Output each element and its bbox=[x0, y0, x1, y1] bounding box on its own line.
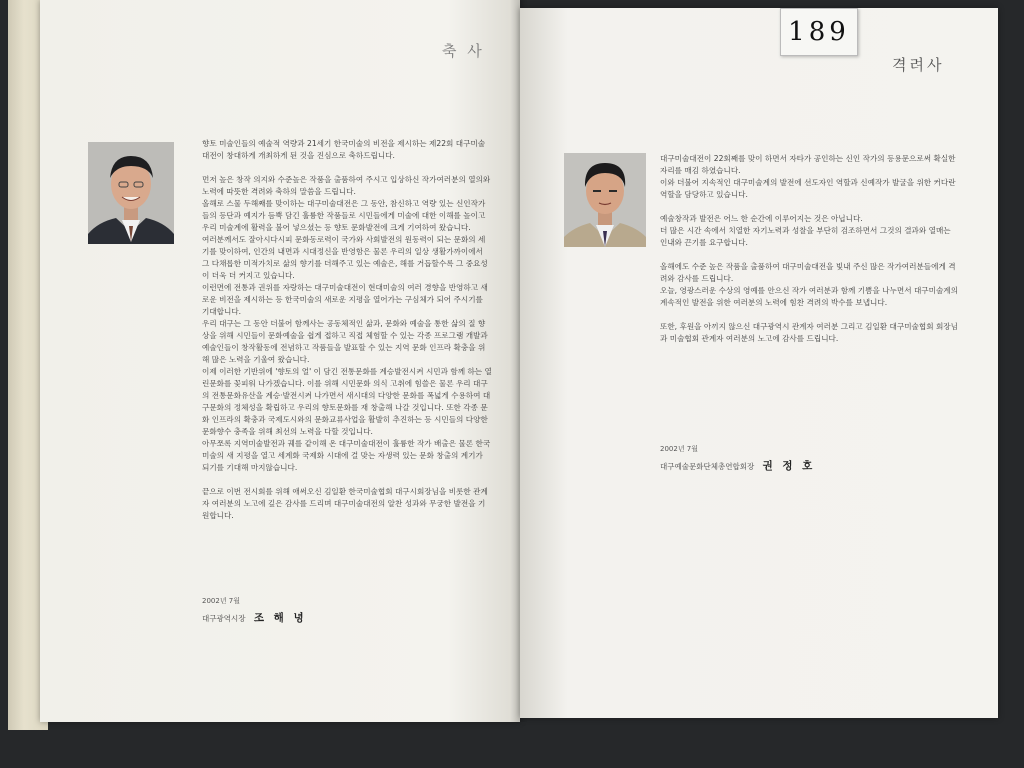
portrait-photo-left bbox=[88, 142, 174, 244]
paragraph: 오늘, 영광스러운 수상의 영예를 안으신 작가 여러분과 함께 기쁨을 나누면서 대구미술계의 계속적인 발전을 위한 여러분의 노력에 힘찬 격려의 박수를 보냅니다. bbox=[660, 286, 958, 307]
paragraph: 올해에도 수준 높은 작품을 출품하여 대구미술대전을 빛내 주신 많은 작가여러분들에게 격려와 감사를 드립니다. bbox=[660, 262, 956, 283]
paragraph: 이와 더불어 지속적인 대구미술계의 발전에 선도자인 역할과 신예작가 발굴을 위한 커다란 역할을 담당하고 있습니다. bbox=[660, 178, 956, 199]
signer-title: 대구광역시장 bbox=[202, 614, 246, 623]
paragraph: 이제 이러한 기반위에 '향토의 얼' 이 담긴 전통문화를 계승발전시켜 시민과 함께 하는 열린문화를 꽃피워 나가겠습니다. 이를 위해 시민문화 의식 고취에 힘쓸은 물론 우리 대구의 전통문화유산을 계승·발전시켜 나가면서 새시대의 다양한 문화를 폭넓게 수용하여 대구문화의 정체성을 확립하고 우리의 향토문화를 재 창출해 나갈 것입니다. 또한 각종 문화 인프라의 확충과 국제도시와의 문화교류사업을 활발히 추진하는 등 시민들의 다양한 문화향수 충족을 위해 최선의 노력을 다할 것입니다. bbox=[202, 367, 492, 436]
paragraph: 이런면에 전통과 권위를 자랑하는 대구미술대전이 현대미술의 여러 경향을 반영하고 새로운 비전을 제시하는 등 한국미술의 새로운 지평을 열어가는 구심체가 되어 주시기를 기대합니다. bbox=[202, 283, 488, 316]
right-page-heading: 격려사 bbox=[892, 56, 945, 74]
paragraph: 우리 대구는 그 동안 더불어 함께사는 공동체적인 삶과, 문화와 예술을 통한 삶의 질 향상을 위해 시민들이 문화예술을 쉽게 접하고 직접 체험할 수 있는 각종 프로그램 개발과 예술인들이 창작활동에 전념하고 작품들을 발표할 수 있는 지역 문화 인프라 확충을 위해 많은 노력을 기울여 왔습니다. bbox=[202, 319, 488, 364]
signer-name: 권 정 호 bbox=[762, 460, 816, 472]
left-page bbox=[40, 0, 520, 722]
paragraph: 올해로 스물 두해째를 맞이하는 대구미술대전은 그 동안, 참신하고 역량 있는 신인작가들의 등단과 예지가 듬뿍 담긴 훌륭한 작품들로 시민들에게 미술에 대한 이해를 높이고 우리 미술계에 활력을 불어 넣으셨는 등 향토 문화발전에 크게 기여하여 왔습니다. bbox=[202, 199, 486, 232]
page-number-sticker: 189 bbox=[780, 8, 858, 56]
left-body-text bbox=[202, 138, 492, 522]
paragraph: 끝으로 이번 전시회를 위해 애써오신 김일환 한국미술협회 대구시회장님을 비롯한 관계자 여러분의 노고에 깊은 감사를 드리며 대구미술대전의 알찬 성과와 무궁한 발전을 기원합니다. bbox=[202, 487, 488, 520]
paragraph: 먼저 높은 창작 의지와 수준높은 작품을 출품하여 주시고 입상하신 작가여러분의 열의와 노력에 따뜻한 격려와 축하의 말씀을 드립니다. bbox=[202, 175, 491, 196]
left-date: 2002년 7월 bbox=[202, 597, 241, 605]
paragraph: 예술창작과 발전은 어느 한 순간에 이루어지는 것은 아닙니다. bbox=[660, 214, 863, 223]
paragraph: 향토 미술인들의 예술적 역량과 21세기 한국미술의 비전을 제시하는 제22회 대구미술대전이 창대하게 개최하게 된 것을 진심으로 축하드립니다. bbox=[202, 139, 486, 160]
portrait-photo-right bbox=[564, 153, 646, 247]
right-page bbox=[520, 8, 998, 718]
paragraph: 아무쪼록 지역미술발전과 궤를 같이해 온 대구미술대전이 훌륭한 작가 배출은 물론 한국미술의 새 지평을 열고 세계화 국제화 시대에 걸 맞는 자생력 있는 문화 창출의 계기가 되기를 기대해 마지않습니다. bbox=[202, 439, 491, 472]
right-date: 2002년 7월 bbox=[660, 445, 699, 453]
paragraph: 여러분께서도 잘아시다시피 문화동로력이 국가와 사회발전의 원동력이 되는 문화의 세기를 맞이하여, 인간의 내면과 시대정신을 반영함은 물론 우리의 일상 생활가까이에서 그 다채롭한 미적가치로 삶의 향기를 더해주고 있는 예술은, 해를 거듭할수록 그 중요성이 더욱 더 커지고 있습니다. bbox=[202, 235, 488, 280]
left-page-heading: 축 사 bbox=[442, 42, 485, 60]
paragraph: 대구미술대전이 22회째를 맞이 하면서 자타가 공인하는 신인 작가의 등용문으로써 확실한 자리를 매김 하였습니다. bbox=[660, 154, 956, 175]
paragraph: 또한, 후원을 아끼지 않으신 대구광역시 관계자 여러분 그리고 김일환 대구미술협회 회장님과 미술협회 관계자 여러분의 노고에 감사를 드립니다. bbox=[660, 322, 958, 343]
right-signer bbox=[660, 458, 815, 473]
paragraph: 더 많은 시간 속에서 치열한 자기노력과 성찰을 부단히 검조하면서 그것의 결과와 열매는 인내와 끈기를 요구합니다. bbox=[660, 226, 951, 247]
left-signer bbox=[202, 610, 307, 625]
signer-title: 대구예술문화단체총연합회장 bbox=[660, 462, 755, 471]
signer-name: 조 해 녕 bbox=[253, 612, 307, 624]
right-body-text bbox=[660, 153, 960, 345]
